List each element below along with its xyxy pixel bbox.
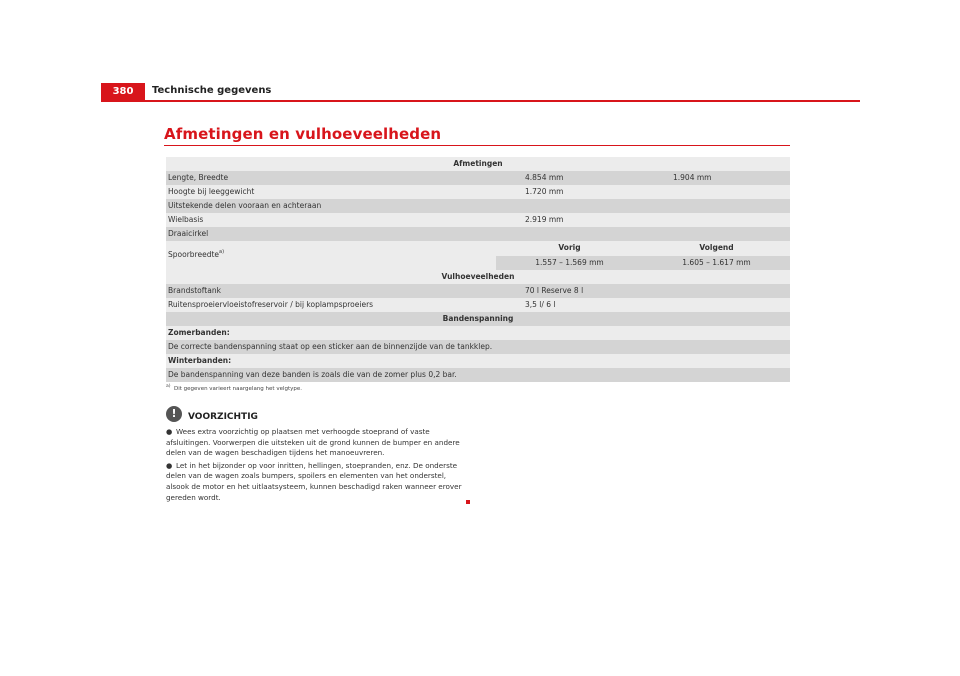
row-label: Brandstoftank: [168, 286, 221, 295]
table-head-bandenspanning: Bandenspanning: [166, 312, 790, 326]
warning-bullet: [166, 427, 466, 459]
table-head-afmetingen: Afmetingen: [166, 157, 790, 171]
front-value: 1.557 – 1.569 mm: [535, 258, 604, 267]
winter-text: De bandenspanning van deze banden is zoals die van de zomer plus 0,2 bar.: [168, 370, 457, 379]
end-of-section-mark: [466, 500, 470, 504]
table-row: [166, 227, 790, 241]
bullet-icon: ●: [166, 460, 173, 470]
warning-body: [166, 427, 466, 505]
table-row: [166, 298, 790, 312]
row-value: 2.919 mm: [525, 215, 564, 224]
row-label: Draaicirkel: [168, 229, 209, 238]
row-value: 1.720 mm: [525, 187, 564, 196]
spec-table: [166, 157, 790, 382]
row-value: 70 l Reserve 8 l: [525, 286, 584, 295]
table-row: [166, 284, 790, 298]
warning-bullet-text: Let in het bijzonder op voor inritten, hellingen, stoepranden, enz. De onderste delen van de wagen zoals bumpers, spoilers en elementen van het onderstel, alsook de motor en het uitlaatsysteem, kunnen beschadigd raken wanneer erover gereden wordt.: [166, 460, 462, 502]
spoorbreedte-label: Spoorbreedte: [168, 250, 220, 259]
table-row: [166, 199, 790, 213]
footnote-text: Dit gegeven varieert naargelang het velgtype.: [174, 386, 303, 392]
table-row-spoorbreedte: [166, 241, 790, 270]
row-label: [168, 248, 224, 262]
warning-title: VOORZICHTIG: [188, 412, 258, 422]
warning-bullet-text: Wees extra voorzichtig op plaatsen met verhoogde stoeprand of vaste afsluitingen. Voorwerpen die uitsteken uit de grond kunnen de bumper en andere delen van de wagen beschadigen tijdens het manoeuvreren.: [166, 427, 460, 458]
summer-label: Zomerbanden:: [168, 328, 230, 337]
spoorbreedte-values: [496, 256, 790, 270]
table-row: [166, 171, 790, 185]
table-row: [166, 185, 790, 199]
front-head: Vorig: [558, 243, 581, 252]
summer-text: De correcte bandenspanning staat op een sticker aan de binnenzijde van de tankklep.: [168, 342, 493, 351]
table-row: [166, 340, 790, 354]
row-label: Wielbasis: [168, 215, 204, 224]
footnote-mark: a): [219, 249, 225, 255]
row-value: 3,5 l/ 6 l: [525, 300, 556, 309]
table-row: [166, 368, 790, 382]
table-row: [166, 354, 790, 368]
row-label: Uitstekende delen vooraan en achteraan: [168, 201, 322, 210]
exclamation-icon: !: [166, 406, 182, 422]
row-label: Lengte, Breedte: [168, 173, 229, 182]
header-title: Technische gegevens: [152, 85, 272, 96]
section-rule: [164, 145, 790, 146]
bullet-icon: ●: [166, 427, 173, 436]
table-head-vulhoeveelheden: Vulhoeveelheden: [166, 270, 790, 284]
footnote: [166, 386, 302, 392]
page-number: 380: [101, 83, 145, 100]
table-row: [166, 213, 790, 227]
winter-label: Winterbanden:: [168, 356, 232, 365]
row-label: Ruitensproeiervloeistofreservoir / bij koplampsproeiers: [168, 300, 374, 309]
warning-bullet: [166, 461, 466, 503]
rear-head: Volgend: [699, 243, 734, 252]
header-rule: [101, 100, 860, 102]
rear-value: 1.605 – 1.617 mm: [682, 258, 751, 267]
row-label: Hoogte bij leeggewicht: [168, 187, 255, 196]
spoorbreedte-subheader: [496, 241, 790, 255]
section-title: Afmetingen en vulhoeveelheden: [164, 125, 442, 143]
footnote-mark: a): [166, 384, 171, 389]
row-value: 4.854 mm: [525, 173, 564, 182]
table-row: [166, 326, 790, 340]
row-value-2: 1.904 mm: [673, 173, 712, 182]
